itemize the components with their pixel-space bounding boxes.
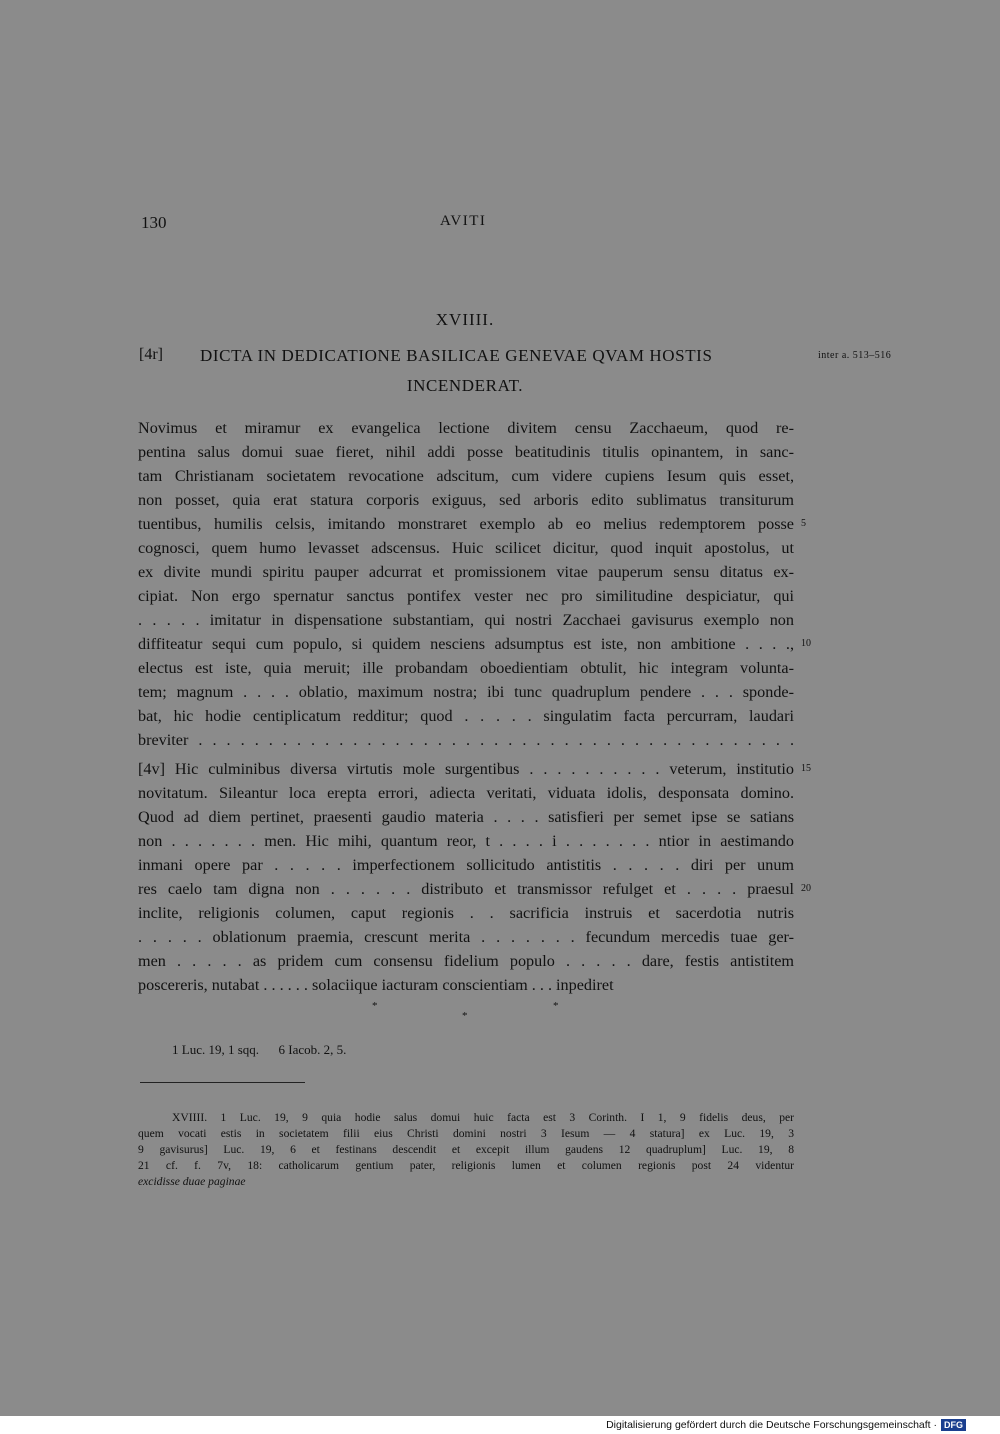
dfg-footer bbox=[606, 1419, 966, 1431]
lacuna-star: * bbox=[462, 1010, 468, 1022]
body-line: non posset, quia erat statura corporis exiguus, sed arboris edito sublimatus transiturum bbox=[138, 491, 794, 509]
running-title: AVITI bbox=[440, 213, 487, 229]
body-line: poscereris, nutabat . . . . . . solaciique iacturam conscientiam . . . inpediret bbox=[138, 976, 614, 994]
body-line: inmani opere par . . . . . imperfectionem sollicitudo antistitis . . . . . diri per unum bbox=[138, 856, 794, 874]
section-number: XVIIII. bbox=[435, 310, 495, 329]
folio-marker: [4r] bbox=[139, 346, 163, 363]
body-line: novitatum. Sileantur loca erepta errori, adiecta veritati, viduata idolis, desponsata domino. bbox=[138, 784, 794, 802]
body-line: . . . . . oblationum praemia, crescunt merita . . . . . . . fecundum mercedis tuae ger- bbox=[138, 928, 794, 946]
body-line: Quod ad diem pertinet, praesenti gaudio materia . . . . satisfieri per semet ipse se satians bbox=[138, 808, 794, 826]
body-line: non . . . . . . . men. Hic mihi, quantum reor, t . . . . i . . . . . . . ntior in aestimando bbox=[138, 832, 794, 850]
date-note: inter a. 513–516 bbox=[818, 350, 892, 361]
body-line: Novimus et miramur ex evangelica lectione divitem censu Zacchaeum, quod re- bbox=[138, 419, 794, 437]
lacuna-star: * bbox=[372, 1000, 378, 1012]
lacuna-star: * bbox=[553, 1000, 559, 1012]
body-line: cipiat. Non ergo spernatur sanctus pontifex vester nec pro similitudine despiciatur, qui bbox=[138, 587, 794, 605]
body-line: cognosci, quem humo levasset adscensus. Huic scilicet dicitur, quod inquit apostolus, ut bbox=[138, 539, 794, 557]
body-line: breviter . . . . . . . . . . . . . . . . . . . . . . . . . . . . . . . . . . . . . . . . . . . bbox=[138, 731, 794, 749]
footer-text: Digitalisierung gefördert durch die Deutsche Forschungsgemeinschaft · bbox=[606, 1419, 937, 1431]
body-line: diffiteatur sequi cum populo, si quidem nesciens adsumptus est iste, non ambitione . . . ., bbox=[138, 635, 794, 653]
body-line: electus est iste, quia meruit; ille probandam oboedientiam obtulit, hic integram volunta- bbox=[138, 659, 794, 677]
apparatus-line: excidisse duae paginae bbox=[138, 1175, 246, 1188]
footnote-rule bbox=[140, 1082, 305, 1083]
page-number: 130 bbox=[141, 213, 167, 232]
apparatus-line: 21 cf. f. 7v, 18: catholicarum gentium pater, religionis lumen et columen regionis post 24 videntur bbox=[138, 1159, 794, 1172]
body-line: . . . . . imitatur in dispensatione substantiam, qui nostri Zacchaei gavisurus exemplo non bbox=[138, 611, 794, 629]
dfg-logo: DFG bbox=[941, 1419, 966, 1431]
body-line: tam Christianam societatem revocatione adscitum, cum videre cupiens Iesum quis esset, bbox=[138, 467, 794, 485]
section-title-line-2: INCENDERAT. bbox=[406, 376, 524, 395]
line-number: 15 bbox=[801, 763, 811, 774]
body-line: men . . . . . as pridem cum consensu fidelium populo . . . . . dare, festis antistitem bbox=[138, 952, 794, 970]
scripture-references: 1 Luc. 19, 1 sqq. 6 Iacob. 2, 5. bbox=[172, 1042, 347, 1057]
apparatus-line: 9 gavisurus] Luc. 19, 6 et festinans descendit et excepit illum gaudens 12 quadruplum] Luc. 19, 8 bbox=[138, 1143, 794, 1156]
apparatus-line: XVIIII. 1 Luc. 19, 9 quia hodie salus domui huic facta est 3 Corinth. I 1, 9 fidelis deus, per bbox=[172, 1111, 794, 1124]
line-number: 20 bbox=[801, 883, 811, 894]
body-line: res caelo tam digna non . . . . . . distributo et transmissor refulget et . . . . praesul bbox=[138, 880, 794, 898]
body-line: pentina salus domui suae fieret, nihil addi posse beatitudinis titulis opinantem, in sanc- bbox=[138, 443, 794, 461]
body-line: [4v] Hic culminibus diversa virtutis mole surgentibus . . . . . . . . . . veterum, institutio bbox=[138, 760, 794, 778]
section-title-line-1: DICTA IN DEDICATIONE BASILICAE GENEVAE QVAM HOSTIS bbox=[200, 346, 713, 365]
line-number: 10 bbox=[801, 638, 811, 649]
body-line: tem; magnum . . . . oblatio, maximum nostra; ibi tunc quadruplum pendere . . . sponde- bbox=[138, 683, 794, 701]
line-number: 5 bbox=[801, 518, 806, 529]
body-line: inclite, religionis columen, caput regionis . . sacrificia instruis et sacerdotia nutris bbox=[138, 904, 794, 922]
body-line: tuentibus, humilis celsis, imitando monstraret exemplo ab eo melius redemptorem posse bbox=[138, 515, 794, 533]
apparatus-line: quem vocati estis in societatem filii eius Christi domini nostri 3 Iesum — 4 statura] ex Luc. 19, 3 bbox=[138, 1127, 794, 1140]
body-line: ex divite mundi spiritu pauper adcurrat et promissionem vitae pauperum sensu ditatus ex- bbox=[138, 563, 794, 581]
body-line: bat, hic hodie centiplicatum redditur; quod . . . . . singulatim facta percurram, laudari bbox=[138, 707, 794, 725]
